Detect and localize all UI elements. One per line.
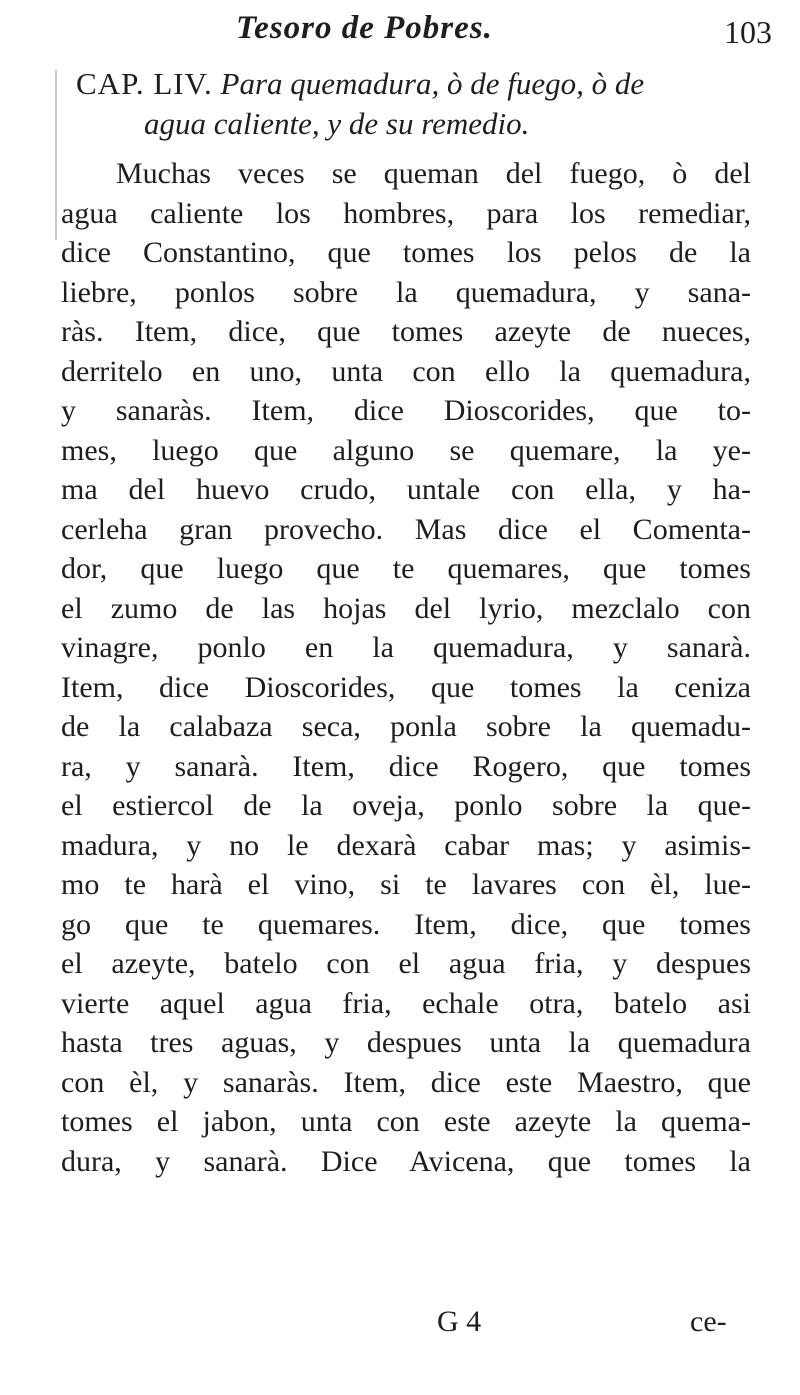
chapter-title-part2: agua caliente, y de su remedio. [144, 106, 530, 141]
chapter-heading [76, 64, 766, 144]
text-line: liebre, ponlos sobre la quemadura, y sana- [61, 275, 751, 309]
text-line: ràs. Item, dice, que tomes azeyte de nueces, [61, 315, 751, 348]
text-line: Item, dice Dioscorides, que tomes la ceniza [61, 670, 751, 704]
page-number: 103 [724, 14, 772, 50]
signature-mark: G 4 [437, 1305, 482, 1338]
chapter-heading-line [76, 64, 766, 104]
text-line: Muchas veces se queman del fuego, ò del [116, 157, 751, 190]
text-line: y sanaràs. Item, dice Dioscorides, que to- [61, 394, 751, 427]
chapter-label: CAP. LIV. [76, 66, 213, 101]
running-title: Tesoro de Pobres. [236, 10, 493, 46]
text-line: el estiercol de la oveja, ponlo sobre la que- [61, 789, 751, 822]
text-line: con èl, y sanaràs. Item, dice este Maestro, que [61, 1065, 751, 1099]
text-line: dice Constantino, que tomes los pelos de la [61, 236, 751, 269]
chapter-heading-line [76, 104, 766, 144]
text-line: el azeyte, batelo con el agua fria, y despues [61, 947, 751, 980]
text-line: derritelo en uno, unta con ello la quemadura, [61, 354, 751, 388]
text-line: ma del huevo crudo, untale con ella, y ha- [61, 473, 751, 506]
text-line: ra, y sanarà. Item, dice Rogero, que tomes [61, 749, 751, 783]
margin-rule [55, 70, 57, 240]
text-line: de la calabaza seca, ponla sobre la quemadu- [61, 710, 751, 743]
catchword: ce- [690, 1305, 727, 1338]
text-line: vierte aquel agua fria, echale otra, batelo asi [61, 986, 751, 1020]
text-line: mo te harà el vino, si te lavares con èl, lue- [61, 868, 751, 901]
chapter-title-part1: Para quemadura, ò de fuego, ò de [220, 66, 645, 101]
running-head [0, 10, 800, 50]
text-line: dura, y sanarà. Dice Avicena, que tomes la [61, 1144, 751, 1178]
text-line: mes, luego que alguno se quemare, la ye- [61, 433, 751, 467]
text-line: tomes el jabon, unta con este azeyte la quema- [61, 1105, 751, 1138]
body-text [61, 154, 751, 1181]
text-line: agua caliente los hombres, para los remediar, [61, 196, 751, 230]
text-line: go que te quemares. Item, dice, que tomes [61, 907, 751, 941]
text-line: hasta tres aguas, y despues unta la quemadura [61, 1026, 751, 1059]
text-line: el zumo de las hojas del lyrio, mezclalo con [61, 591, 751, 625]
text-line: madura, y no le dexarà cabar mas; y asimis- [61, 828, 751, 862]
text-line: vinagre, ponlo en la quemadura, y sanarà. [61, 631, 751, 664]
page-footer [0, 1305, 800, 1345]
text-line: cerleha gran provecho. Mas dice el Comenta- [61, 512, 751, 546]
text-line: dor, que luego que te quemares, que tomes [61, 552, 751, 585]
